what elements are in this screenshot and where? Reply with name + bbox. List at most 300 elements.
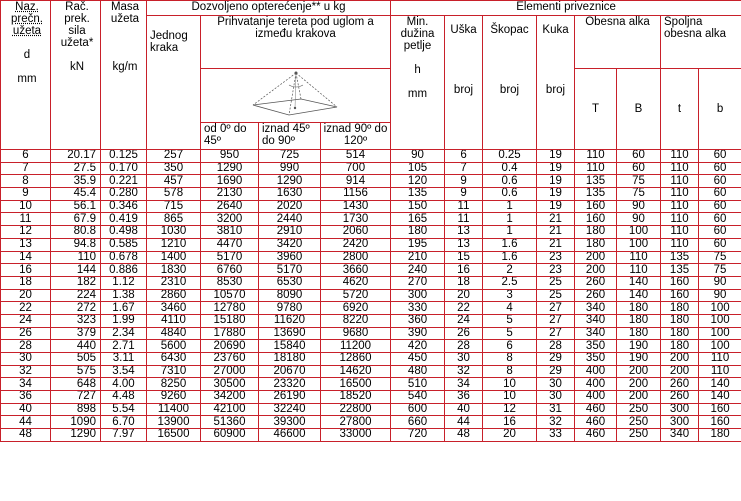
header-B: B [617,69,661,150]
cell-angle-90-120: 8220 [321,314,391,327]
cell-angle-45-90: 32240 [259,403,321,416]
header-single-leg: Jednog kraka [147,16,201,150]
cell-nominal-diameter: 36 [1,391,51,404]
cell-angle-45-90: 725 [259,150,321,163]
cell-angle-45-90: 46600 [259,429,321,442]
cell-outer-t: 110 [661,238,699,251]
cell-breaking-force: 110 [51,251,101,264]
cell-min-loop: 480 [391,365,445,378]
cell-shackle: 20 [483,429,537,442]
cell-angle-45-90: 2020 [259,200,321,213]
cell-master-T: 110 [575,150,617,163]
cell-angle-0-45: 1290 [201,162,259,175]
cell-breaking-force: 20.17 [51,150,101,163]
cell-nominal-diameter: 28 [1,340,51,353]
table-row [1,289,741,302]
cell-nominal-diameter: 13 [1,238,51,251]
cell-eye: 11 [445,200,483,213]
header-angle-load: Prihvatanje tereta pod uglom a između krakova [201,16,391,69]
cell-shackle: 4 [483,302,537,315]
cell-outer-b: 160 [699,416,741,429]
cell-outer-b: 60 [699,238,741,251]
pyramid-sling-icon [241,69,351,119]
cell-outer-b: 100 [699,340,741,353]
cell-nominal-diameter: 44 [1,416,51,429]
cell-min-loop: 510 [391,378,445,391]
cell-hook: 23 [537,264,575,277]
cell-angle-0-45: 950 [201,150,259,163]
cell-master-B: 140 [617,289,661,302]
cell-outer-b: 140 [699,378,741,391]
cell-single-leg: 16500 [147,429,201,442]
cell-angle-45-90: 5170 [259,264,321,277]
cell-eye: 7 [445,162,483,175]
header-master-link: Obesna alka [575,16,661,69]
cell-outer-t: 135 [661,251,699,264]
cell-mass: 1.12 [101,276,147,289]
cell-angle-90-120: 14620 [321,365,391,378]
cell-angle-90-120: 16500 [321,378,391,391]
cell-eye: 44 [445,416,483,429]
header-T: T [575,69,617,150]
cell-shackle: 1 [483,213,537,226]
cell-breaking-force: 1090 [51,416,101,429]
cell-mass: 4.00 [101,378,147,391]
cell-hook: 23 [537,251,575,264]
cell-min-loop: 150 [391,200,445,213]
cell-outer-b: 60 [699,188,741,201]
cell-outer-b: 110 [699,353,741,366]
cell-breaking-force: 323 [51,314,101,327]
cell-hook: 21 [537,226,575,239]
cell-master-B: 90 [617,213,661,226]
cell-shackle: 3 [483,289,537,302]
cell-min-loop: 540 [391,391,445,404]
cell-outer-b: 60 [699,213,741,226]
cell-breaking-force: 272 [51,302,101,315]
table-row [1,365,741,378]
cell-angle-90-120: 1430 [321,200,391,213]
table-row [1,391,741,404]
cell-mass: 7.97 [101,429,147,442]
cell-breaking-force: 45.4 [51,188,101,201]
cell-angle-45-90: 2910 [259,226,321,239]
cell-hook: 19 [537,175,575,188]
header-angle-45-90: iznad 45º do 90º [259,123,321,150]
cell-mass: 0.886 [101,264,147,277]
cell-angle-90-120: 2420 [321,238,391,251]
cell-outer-t: 180 [661,327,699,340]
cell-shackle: 0.6 [483,188,537,201]
cell-master-T: 400 [575,391,617,404]
cell-mass: 6.70 [101,416,147,429]
cell-single-leg: 865 [147,213,201,226]
cell-single-leg: 1210 [147,238,201,251]
cell-hook: 21 [537,238,575,251]
cell-mass: 1.67 [101,302,147,315]
cell-outer-b: 60 [699,162,741,175]
cell-outer-b: 60 [699,150,741,163]
table-row [1,302,741,315]
header-min-loop-length: Min. dužina petlje h mm [391,16,445,150]
cell-outer-b: 75 [699,251,741,264]
cell-mass: 5.54 [101,403,147,416]
cell-eye: 16 [445,264,483,277]
cell-outer-t: 110 [661,213,699,226]
cell-angle-45-90: 2440 [259,213,321,226]
cell-mass: 1.38 [101,289,147,302]
cell-eye: 9 [445,188,483,201]
cell-angle-0-45: 34200 [201,391,259,404]
cell-single-leg: 350 [147,162,201,175]
cell-master-T: 200 [575,251,617,264]
cell-angle-0-45: 3200 [201,213,259,226]
cell-breaking-force: 727 [51,391,101,404]
cell-master-T: 460 [575,429,617,442]
cell-min-loop: 210 [391,251,445,264]
cell-hook: 28 [537,340,575,353]
cell-eye: 48 [445,429,483,442]
cell-breaking-force: 648 [51,378,101,391]
cell-mass: 0.498 [101,226,147,239]
cell-single-leg: 13900 [147,416,201,429]
cell-mass: 3.54 [101,365,147,378]
table-row [1,150,741,163]
cell-master-B: 100 [617,226,661,239]
cell-outer-b: 75 [699,264,741,277]
cell-angle-0-45: 51360 [201,416,259,429]
cell-master-T: 160 [575,200,617,213]
cell-angle-0-45: 60900 [201,429,259,442]
cell-outer-b: 100 [699,327,741,340]
header-t: t [661,69,699,150]
cell-eye: 13 [445,226,483,239]
cell-angle-90-120: 1730 [321,213,391,226]
cell-single-leg: 9260 [147,391,201,404]
cell-outer-t: 180 [661,302,699,315]
cell-hook: 27 [537,314,575,327]
cell-outer-t: 160 [661,276,699,289]
cell-breaking-force: 144 [51,264,101,277]
cell-angle-45-90: 1630 [259,188,321,201]
cell-min-loop: 240 [391,264,445,277]
cell-master-B: 75 [617,188,661,201]
table-row [1,264,741,277]
cell-mass: 4.48 [101,391,147,404]
cell-min-loop: 360 [391,314,445,327]
cell-outer-b: 90 [699,276,741,289]
cell-mass: 1.99 [101,314,147,327]
cell-angle-45-90: 20670 [259,365,321,378]
cell-nominal-diameter: 8 [1,175,51,188]
cell-angle-0-45: 5170 [201,251,259,264]
cell-breaking-force: 80.8 [51,226,101,239]
cell-breaking-force: 56.1 [51,200,101,213]
cell-master-T: 400 [575,365,617,378]
cell-breaking-force: 35.9 [51,175,101,188]
cell-nominal-diameter: 34 [1,378,51,391]
cell-angle-0-45: 23760 [201,353,259,366]
cell-angle-0-45: 27000 [201,365,259,378]
cell-nominal-diameter: 14 [1,251,51,264]
cell-mass: 0.125 [101,150,147,163]
header-nominal-diameter: Naz. prečn. užeta d mm [1,1,51,150]
table-row [1,188,741,201]
cell-master-T: 460 [575,403,617,416]
cell-outer-b: 100 [699,314,741,327]
cell-shackle: 1.6 [483,238,537,251]
cell-angle-45-90: 8090 [259,289,321,302]
cell-single-leg: 1030 [147,226,201,239]
cell-master-B: 140 [617,276,661,289]
cell-outer-t: 340 [661,429,699,442]
cell-breaking-force: 505 [51,353,101,366]
cell-min-loop: 300 [391,289,445,302]
cell-shackle: 5 [483,314,537,327]
cell-outer-b: 160 [699,403,741,416]
header-b: b [699,69,741,150]
cell-angle-45-90: 1290 [259,175,321,188]
cell-master-B: 60 [617,162,661,175]
cell-hook: 19 [537,150,575,163]
cell-master-T: 260 [575,289,617,302]
cell-angle-45-90: 3960 [259,251,321,264]
cell-master-B: 110 [617,264,661,277]
cell-single-leg: 457 [147,175,201,188]
cell-eye: 22 [445,302,483,315]
cell-outer-b: 60 [699,226,741,239]
cell-hook: 30 [537,391,575,404]
table-row [1,162,741,175]
cell-single-leg: 578 [147,188,201,201]
cell-angle-90-120: 3660 [321,264,391,277]
cell-shackle: 2.5 [483,276,537,289]
table-row [1,353,741,366]
header-rope-mass: Masa užeta kg/m [101,1,147,150]
cell-shackle: 8 [483,353,537,366]
cell-outer-t: 200 [661,365,699,378]
cell-master-B: 200 [617,391,661,404]
cell-nominal-diameter: 12 [1,226,51,239]
cell-angle-90-120: 914 [321,175,391,188]
cell-master-B: 190 [617,353,661,366]
cell-shackle: 10 [483,391,537,404]
cell-eye: 28 [445,340,483,353]
cell-angle-90-120: 9680 [321,327,391,340]
cell-angle-0-45: 15180 [201,314,259,327]
cell-eye: 40 [445,403,483,416]
cell-outer-b: 90 [699,289,741,302]
cell-min-loop: 270 [391,276,445,289]
cell-breaking-force: 94.8 [51,238,101,251]
cell-master-B: 75 [617,175,661,188]
cell-hook: 19 [537,188,575,201]
cell-master-B: 90 [617,200,661,213]
cell-angle-0-45: 8530 [201,276,259,289]
cell-master-T: 160 [575,213,617,226]
cell-angle-45-90: 3420 [259,238,321,251]
cell-angle-0-45: 10570 [201,289,259,302]
cell-breaking-force: 575 [51,365,101,378]
table-row [1,340,741,353]
cell-angle-0-45: 6760 [201,264,259,277]
header-angle-90-120: iznad 90º do 120º [321,123,391,150]
cell-outer-t: 300 [661,416,699,429]
cell-eye: 9 [445,175,483,188]
cell-master-B: 190 [617,340,661,353]
cell-breaking-force: 182 [51,276,101,289]
table-row [1,200,741,213]
cell-master-T: 180 [575,238,617,251]
cell-single-leg: 8250 [147,378,201,391]
cell-angle-90-120: 2800 [321,251,391,264]
cell-master-T: 340 [575,327,617,340]
cell-angle-90-120: 18520 [321,391,391,404]
cell-master-B: 180 [617,314,661,327]
cell-master-B: 60 [617,150,661,163]
cell-nominal-diameter: 18 [1,276,51,289]
cell-shackle: 0.25 [483,150,537,163]
cell-outer-b: 140 [699,391,741,404]
cell-eye: 15 [445,251,483,264]
cell-nominal-diameter: 9 [1,188,51,201]
cell-master-B: 250 [617,429,661,442]
table-row [1,213,741,226]
cell-angle-45-90: 39300 [259,416,321,429]
cell-min-loop: 135 [391,188,445,201]
cell-shackle: 10 [483,378,537,391]
cell-shackle: 0.4 [483,162,537,175]
cell-nominal-diameter: 7 [1,162,51,175]
cell-master-T: 400 [575,378,617,391]
cell-mass: 0.419 [101,213,147,226]
cell-min-loop: 120 [391,175,445,188]
cell-eye: 36 [445,391,483,404]
cell-shackle: 5 [483,327,537,340]
cell-min-loop: 90 [391,150,445,163]
cell-outer-t: 110 [661,150,699,163]
cell-single-leg: 4110 [147,314,201,327]
cell-hook: 30 [537,378,575,391]
cell-hook: 33 [537,429,575,442]
cell-angle-90-120: 33000 [321,429,391,442]
cell-min-loop: 165 [391,213,445,226]
cell-angle-90-120: 12860 [321,353,391,366]
cell-nominal-diameter: 6 [1,150,51,163]
cell-angle-45-90: 990 [259,162,321,175]
cell-single-leg: 7310 [147,365,201,378]
cell-outer-b: 100 [699,302,741,315]
cell-outer-b: 180 [699,429,741,442]
cell-nominal-diameter: 30 [1,353,51,366]
cell-shackle: 1 [483,200,537,213]
cell-master-T: 350 [575,353,617,366]
cell-eye: 26 [445,327,483,340]
cell-angle-0-45: 30500 [201,378,259,391]
cell-master-B: 180 [617,327,661,340]
cell-single-leg: 3460 [147,302,201,315]
cell-angle-90-120: 22800 [321,403,391,416]
cell-mass: 0.170 [101,162,147,175]
cell-outer-t: 180 [661,340,699,353]
cell-breaking-force: 224 [51,289,101,302]
cell-master-B: 110 [617,251,661,264]
cell-nominal-diameter: 24 [1,314,51,327]
header-angle-0-45: od 0º do 45º [201,123,259,150]
cell-master-T: 460 [575,416,617,429]
cell-breaking-force: 440 [51,340,101,353]
cell-angle-45-90: 18180 [259,353,321,366]
cell-angle-90-120: 27800 [321,416,391,429]
cell-mass: 0.346 [101,200,147,213]
cell-angle-90-120: 5720 [321,289,391,302]
cell-single-leg: 1400 [147,251,201,264]
cell-master-T: 260 [575,276,617,289]
cell-hook: 25 [537,276,575,289]
cell-angle-90-120: 1156 [321,188,391,201]
cell-single-leg: 1830 [147,264,201,277]
cell-hook: 19 [537,162,575,175]
cell-outer-b: 110 [699,365,741,378]
cell-nominal-diameter: 32 [1,365,51,378]
cell-mass: 0.585 [101,238,147,251]
cell-angle-0-45: 20690 [201,340,259,353]
cell-master-T: 340 [575,314,617,327]
header-sling-elements: Elementi priveznice [391,1,741,16]
cell-angle-0-45: 12780 [201,302,259,315]
cell-hook: 29 [537,365,575,378]
cell-angle-0-45: 3810 [201,226,259,239]
header-outer-master-link: Spoljna obesna alka [661,16,741,69]
cell-nominal-diameter: 48 [1,429,51,442]
cell-min-loop: 180 [391,226,445,239]
cell-shackle: 12 [483,403,537,416]
cell-mass: 2.71 [101,340,147,353]
cell-shackle: 16 [483,416,537,429]
cell-angle-0-45: 4470 [201,238,259,251]
cell-eye: 24 [445,314,483,327]
table-body [1,150,741,442]
cell-angle-45-90: 15840 [259,340,321,353]
cell-single-leg: 5600 [147,340,201,353]
cell-min-loop: 720 [391,429,445,442]
cell-breaking-force: 1290 [51,429,101,442]
cell-eye: 32 [445,365,483,378]
cell-single-leg: 257 [147,150,201,163]
table-row [1,416,741,429]
cell-eye: 20 [445,289,483,302]
cell-angle-0-45: 42100 [201,403,259,416]
header-eye: Uška broj [445,16,483,150]
cell-master-B: 180 [617,302,661,315]
cell-master-B: 200 [617,378,661,391]
table-row [1,429,741,442]
cell-hook: 19 [537,200,575,213]
cell-angle-45-90: 9780 [259,302,321,315]
cell-angle-0-45: 2640 [201,200,259,213]
cell-min-loop: 390 [391,327,445,340]
cell-min-loop: 660 [391,416,445,429]
table-row [1,403,741,416]
cell-angle-45-90: 11620 [259,314,321,327]
cell-shackle: 2 [483,264,537,277]
cell-nominal-diameter: 26 [1,327,51,340]
cell-outer-t: 110 [661,162,699,175]
cell-eye: 6 [445,150,483,163]
cell-outer-t: 200 [661,353,699,366]
cell-master-T: 110 [575,162,617,175]
table-row [1,251,741,264]
